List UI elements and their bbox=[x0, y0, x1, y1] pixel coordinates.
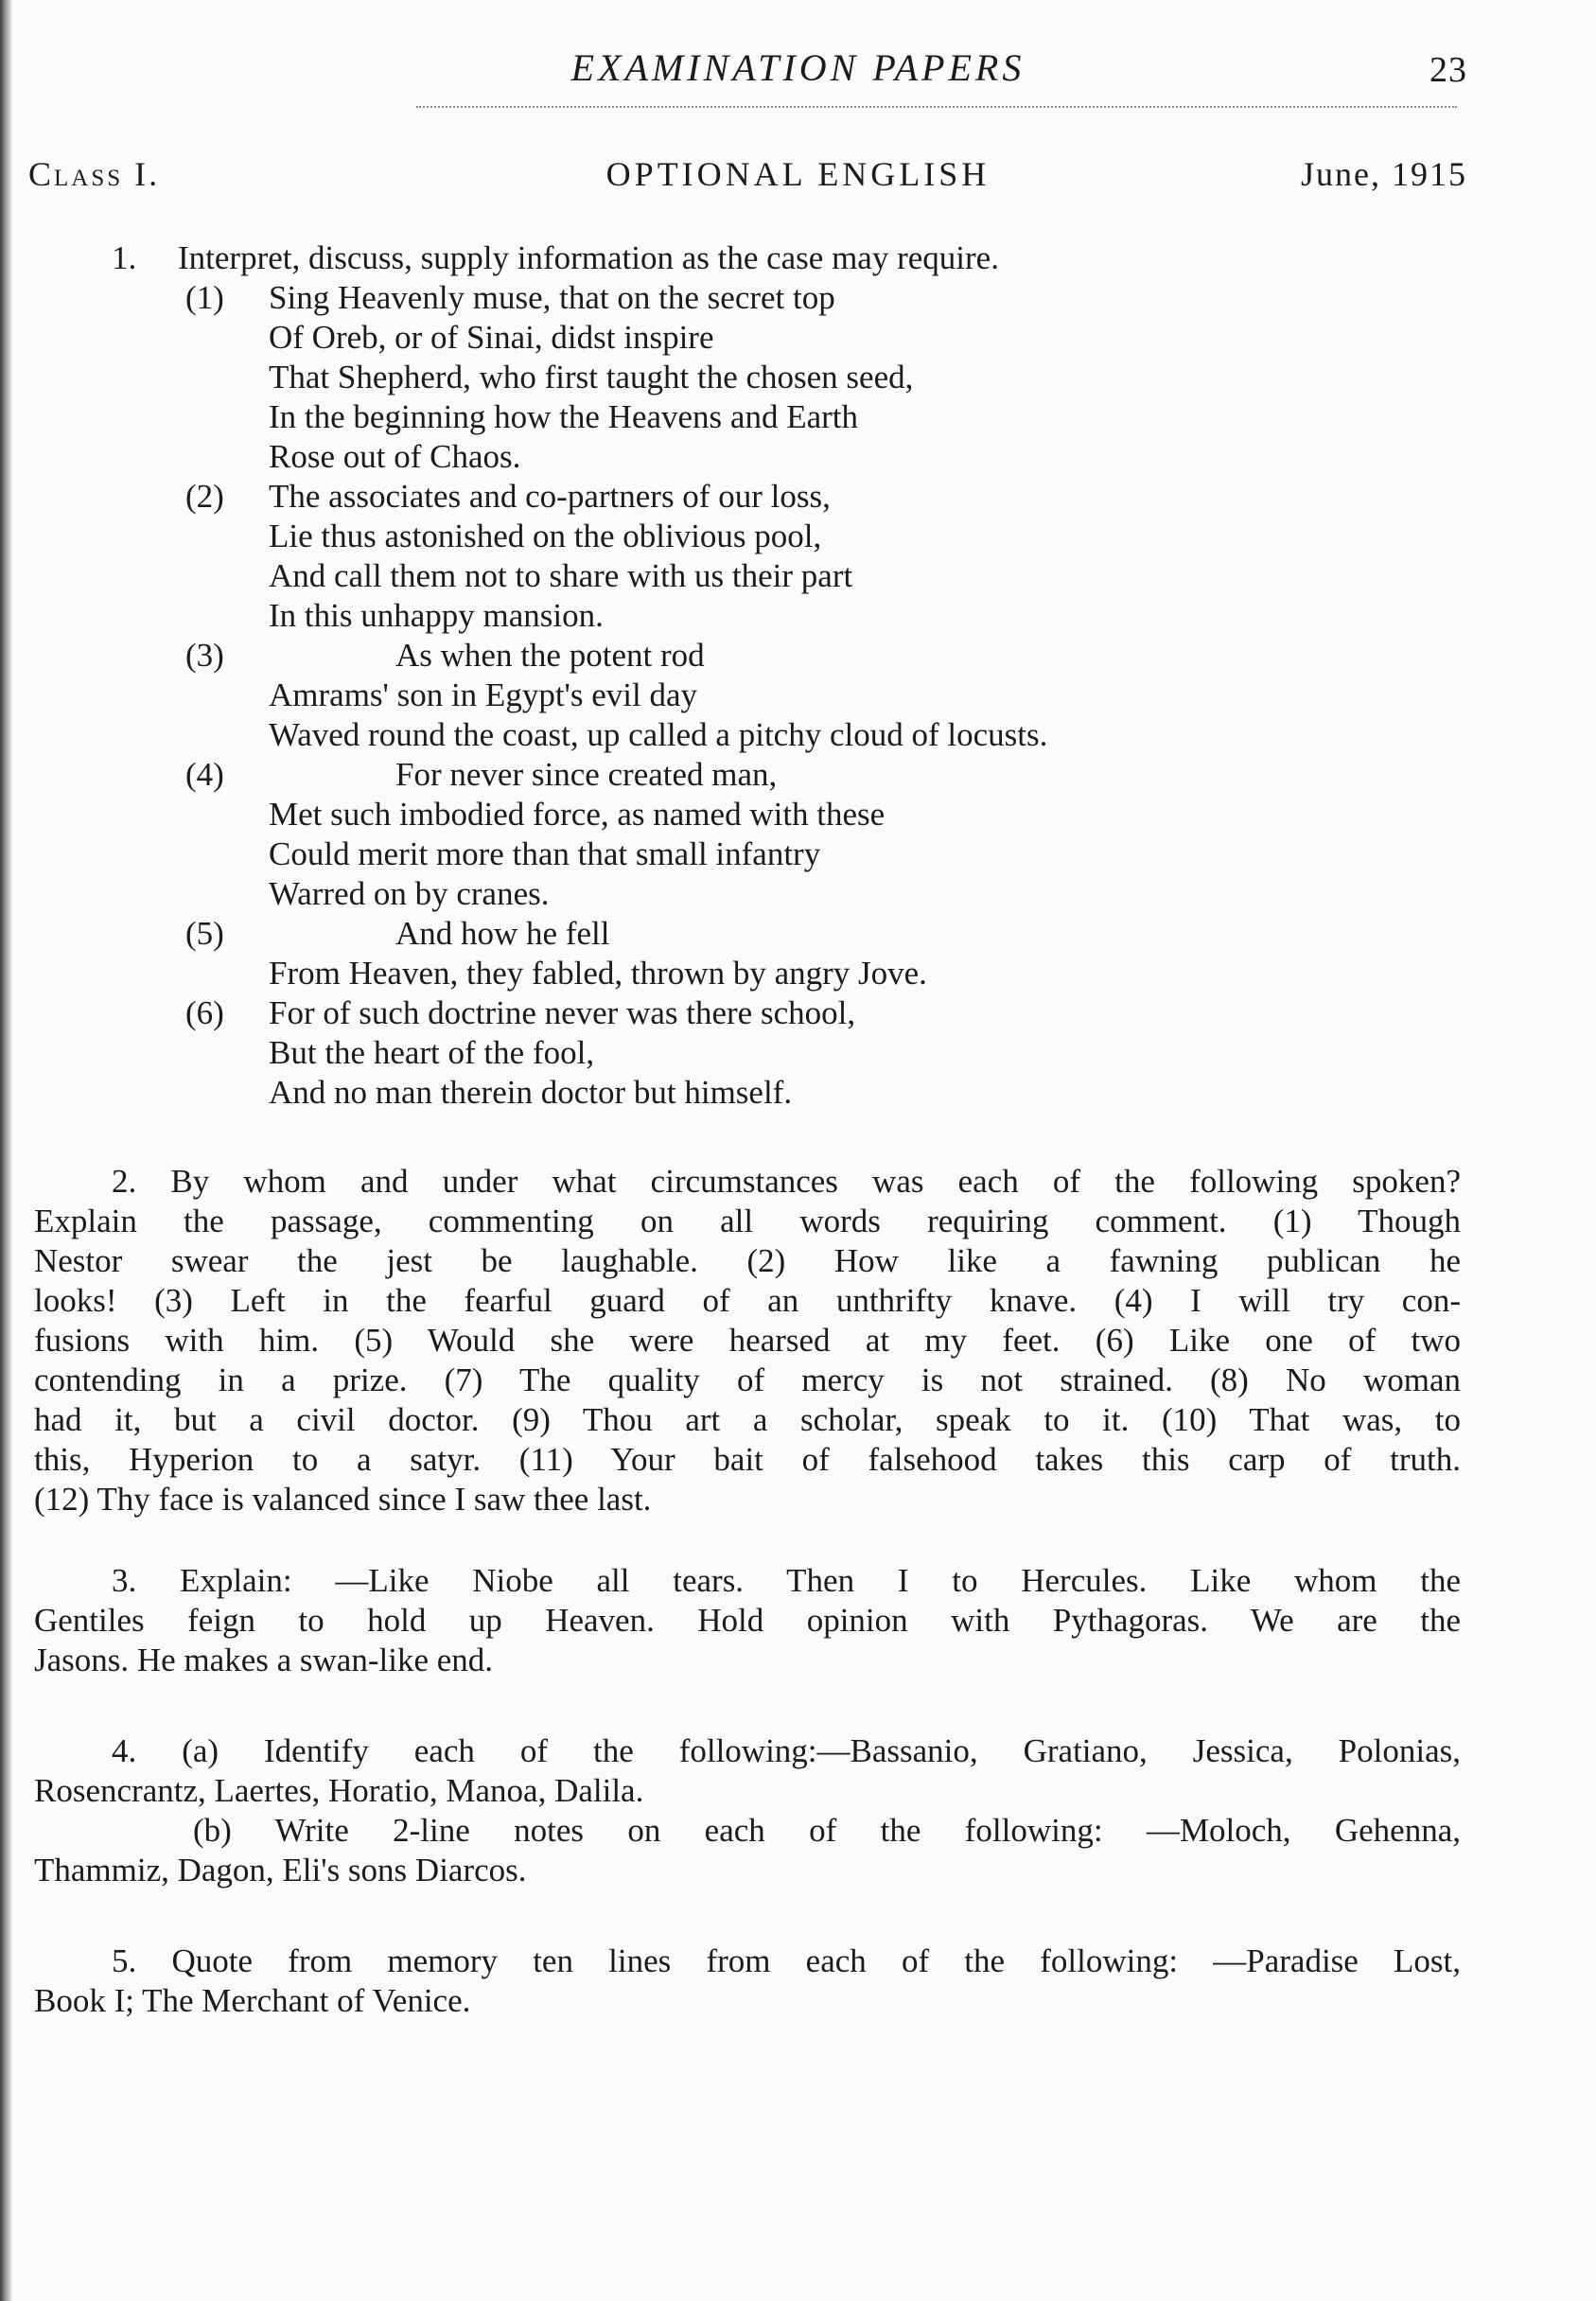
paragraph-line: 3. Explain: —Like Niobe all tears. Then I to Hercules. Like whom the bbox=[112, 1562, 1461, 1599]
verse-line: For never since created man, bbox=[395, 756, 778, 793]
verse-line: But the heart of the fool, bbox=[269, 1034, 595, 1071]
question-1 bbox=[0, 238, 1596, 1113]
verse-line: Warred on by cranes. bbox=[269, 875, 550, 912]
verse-line: Of Oreb, or of Sinai, didst inspire bbox=[269, 319, 714, 356]
verse-line: Could merit more than that small infantry bbox=[269, 835, 821, 872]
verse-line: From Heaven, they fabled, thrown by angry Jove. bbox=[269, 955, 927, 992]
verse-line: Waved round the coast, up called a pitchy cloud of locusts. bbox=[269, 716, 1048, 753]
verse-line: Rose out of Chaos. bbox=[269, 438, 521, 475]
passage-number: (4) bbox=[185, 756, 224, 793]
verse-line: For of such doctrine never was there school, bbox=[269, 994, 856, 1031]
exam-date: June, 1915 bbox=[1301, 155, 1467, 193]
paragraph-line: fusions with him. (5) Would she were hearsed at my feet. (6) Like one of two bbox=[34, 1322, 1461, 1359]
page-number: 23 bbox=[1429, 50, 1467, 90]
paragraph-line: Rosencrantz, Laertes, Horatio, Manoa, Dalila. bbox=[34, 1772, 644, 1809]
paragraph-line: Book I; The Merchant of Venice. bbox=[34, 1982, 471, 2019]
passage-number: (2) bbox=[185, 478, 224, 515]
paragraph-line: 4. (a) Identify each of the following:—Bassanio, Gratiano, Jessica, Polonias, bbox=[112, 1732, 1461, 1769]
passage-number: (6) bbox=[185, 994, 224, 1031]
verse-line: As when the potent rod bbox=[395, 637, 705, 674]
paragraph-line: Jasons. He makes a swan-like end. bbox=[34, 1642, 494, 1678]
passage-number: (5) bbox=[185, 915, 224, 952]
passage-number: (3) bbox=[185, 637, 224, 674]
paragraph-line: 5. Quote from memory ten lines from each of the following: —Paradise Lost, bbox=[112, 1942, 1461, 1979]
verse-line: Met such imbodied force, as named with these bbox=[269, 796, 886, 833]
verse-line: Amrams' son in Egypt's evil day bbox=[269, 676, 697, 713]
paragraph-line: Thammiz, Dagon, Eli's sons Diarcos. bbox=[34, 1852, 527, 1888]
question-instruction: Interpret, discuss, supply information as the case may require. bbox=[178, 239, 999, 276]
paragraph-line: (12) Thy face is valanced since I saw thee last. bbox=[34, 1481, 652, 1518]
paragraph-line: had it, but a civil doctor. (9) Thou art a scholar, speak to it. (10) That was, to bbox=[34, 1401, 1461, 1438]
verse-line: And how he fell bbox=[395, 915, 610, 952]
paragraph-line: looks! (3) Left in the fearful guard of an unthrifty knave. (4) I will try con- bbox=[34, 1282, 1461, 1319]
paragraph-line: Nestor swear the jest be laughable. (2) How like a fawning publican he bbox=[34, 1242, 1461, 1279]
question-2 bbox=[34, 1162, 1461, 1519]
paragraph-line: Explain the passage, commenting on all words requiring comment. (1) Though bbox=[34, 1203, 1461, 1239]
verse-line: That Shepherd, who first taught the chosen seed, bbox=[269, 359, 914, 395]
verse-line: The associates and co-partners of our loss, bbox=[269, 478, 831, 515]
question-number: 1. bbox=[112, 239, 137, 276]
paragraph-line: 2. By whom and under what circumstances was each of the following spoken? bbox=[112, 1163, 1461, 1200]
question-3 bbox=[34, 1561, 1461, 1680]
section-title: OPTIONAL ENGLISH bbox=[605, 155, 991, 193]
paragraph-line: (b) Write 2-line notes on each of the following: —Moloch, Gehenna, bbox=[193, 1812, 1461, 1849]
verse-line: In the beginning how the Heavens and Earth bbox=[269, 398, 859, 435]
paragraph-line: contending in a prize. (7) The quality of mercy is not strained. (8) No woman bbox=[34, 1361, 1461, 1398]
passage-number: (1) bbox=[185, 279, 224, 316]
verse-line: In this unhappy mansion. bbox=[269, 597, 604, 634]
question-4 bbox=[34, 1731, 1461, 1890]
question-5 bbox=[34, 1941, 1461, 2021]
paragraph-line: Gentiles feign to hold up Heaven. Hold opinion with Pythagoras. We are the bbox=[34, 1602, 1461, 1639]
verse-line: Sing Heavenly muse, that on the secret top bbox=[269, 279, 835, 316]
verse-line: Lie thus astonished on the oblivious pool, bbox=[269, 518, 822, 554]
running-title: EXAMINATION PAPERS bbox=[570, 46, 1026, 89]
header-rule bbox=[416, 106, 1457, 108]
verse-line: And call them not to share with us their part bbox=[269, 557, 853, 594]
paragraph-line: this, Hyperion to a satyr. (11) Your bait of falsehood takes this carp of truth. bbox=[34, 1441, 1461, 1478]
class-label: Class I. bbox=[28, 155, 161, 193]
verse-line: And no man therein doctor but himself. bbox=[269, 1074, 793, 1111]
